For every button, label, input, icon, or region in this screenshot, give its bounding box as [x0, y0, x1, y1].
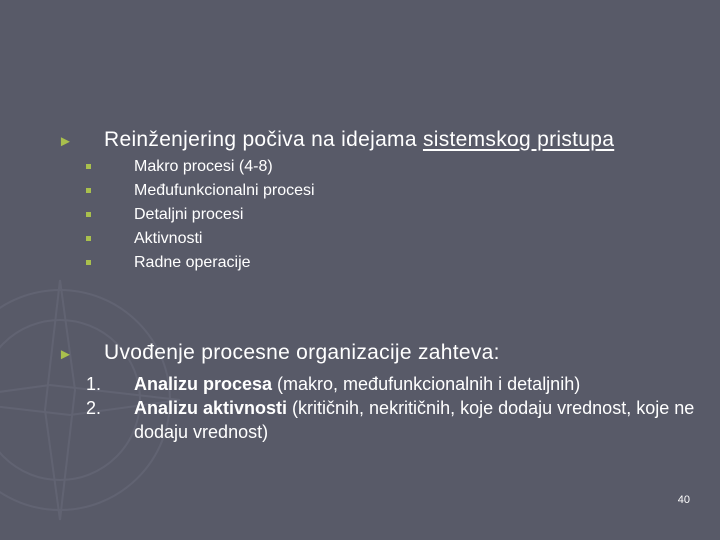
item-bold: Analizu aktivnosti	[134, 398, 288, 418]
item-number: 2.	[86, 398, 102, 418]
arrow-bullet-icon: ►	[58, 346, 73, 363]
list-item	[86, 396, 706, 444]
heading-reinzenjering: Reinženjering počiva na idejama sistemskog pristupa	[104, 128, 615, 151]
arrow-bullet-icon: ►	[58, 133, 73, 150]
square-bullet-icon	[86, 236, 91, 241]
slide: ► Reinženjering počiva na idejama sistemskog pristupa Makro procesi (4-8) Međufunkcionalni procesi Detaljni procesi Aktivnosti Radne operacije ► Uvođenje procesne organizacije zahteva: 1. Analizu procesa (makro, međufunkcionalnih i detaljnih) 2. Analizu aktivnosti (kritičnih, nekritičnih, koje dodaju vrednost, koje ne dodaju vrednost) 40	[0, 0, 720, 540]
square-bullet-icon	[86, 212, 91, 217]
heading-uvodjenje: Uvođenje procesne organizacije zahteva:	[104, 341, 500, 364]
square-bullet-icon	[86, 188, 91, 193]
page-number: 40	[677, 494, 690, 506]
underlined-phrase: sistemskog pristupa	[422, 128, 615, 151]
item-bold: Analizu procesa	[134, 374, 273, 394]
item-number: 1.	[86, 374, 102, 394]
item-rest: (kritičnih, nekritičnih, koje dodaju vrednost, koje ne dodaju vrednost)	[134, 398, 695, 442]
square-bullet-icon	[86, 260, 91, 265]
numbered-list	[86, 372, 706, 444]
item-rest: (makro, međufunkcionalnih i detaljnih)	[272, 374, 581, 394]
list-item	[86, 372, 706, 396]
square-bullet-icon	[86, 164, 91, 169]
